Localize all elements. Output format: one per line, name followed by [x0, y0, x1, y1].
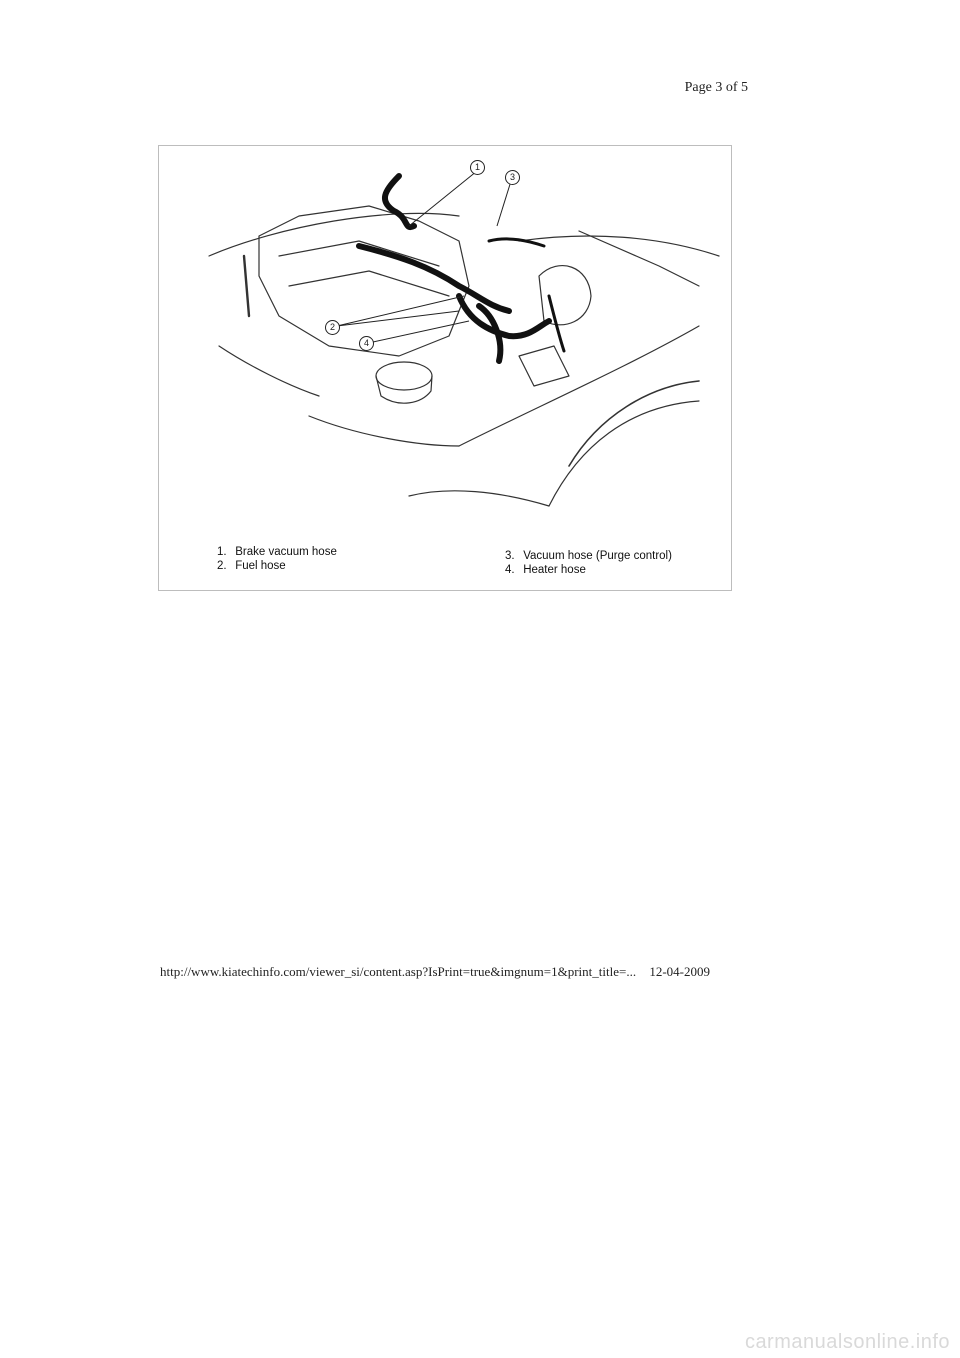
legend-item-purge-vacuum-hose: 3. Vacuum hose (Purge control)	[505, 550, 672, 562]
callout-2: 2	[325, 320, 340, 335]
page-footer	[160, 964, 710, 980]
engine-bay-illustration	[159, 146, 733, 592]
callout-4: 4	[359, 336, 374, 351]
print-date: 12-04-2009	[649, 964, 710, 979]
watermark: carmanualsonline.info	[744, 1331, 950, 1353]
page-number: Page 3 of 5	[684, 80, 748, 95]
legend-item-heater-hose: 4. Heater hose	[505, 564, 586, 576]
legend-item-fuel-hose: 2. Fuel hose	[217, 560, 286, 572]
engine-hose-diagram	[158, 145, 732, 591]
callout-3: 3	[505, 170, 520, 185]
source-url: http://www.kiatechinfo.com/viewer_si/content.asp?IsPrint=true&imgnum=1&print_title=...	[160, 964, 637, 979]
legend-item-brake-vacuum-hose: 1. Brake vacuum hose	[217, 546, 337, 558]
callout-1: 1	[470, 160, 485, 175]
